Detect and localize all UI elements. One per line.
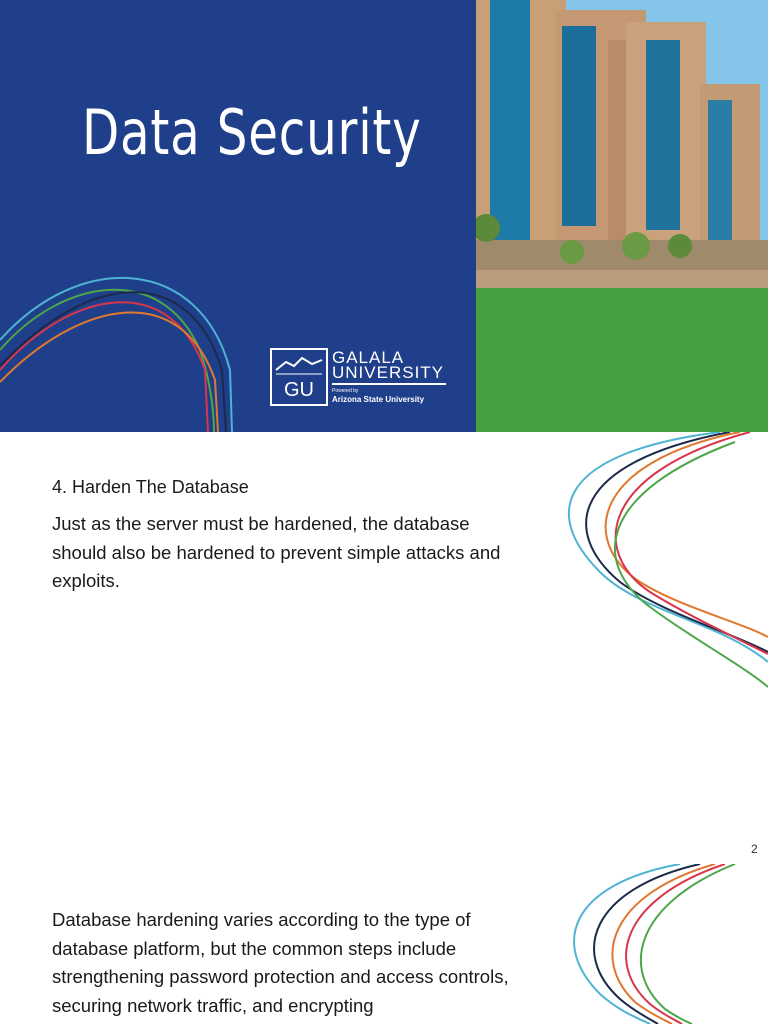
logo-rule (332, 383, 446, 385)
decorative-swoosh (540, 432, 768, 702)
section-heading: 4. Harden The Database (52, 477, 249, 497)
content-slide (0, 864, 768, 1024)
body-paragraph: Database hardening varies according to the type of database platform, but the common steps include strengthening password protection and access controls, securing network traffic, and encrypting (52, 909, 509, 1016)
logo-partner: Arizona State University (332, 395, 425, 404)
logo-powered-by: Powered by (332, 388, 359, 394)
title-slide (0, 0, 768, 432)
body-paragraph: Just as the server must be hardened, the database should also be hardened to prevent simple attacks and exploits. (52, 513, 501, 591)
decorative-swoosh (0, 270, 240, 432)
slide-title: Data Security (82, 96, 422, 169)
logo-name-line1: GALALA (332, 348, 405, 367)
svg-text:GU: GU (284, 379, 314, 401)
page-number: 2 (751, 842, 758, 856)
logo-name-line2: UNIVERSITY (332, 363, 445, 382)
campus-photo (476, 0, 768, 288)
logo-mark (270, 348, 328, 406)
content-slide (0, 432, 768, 864)
mountain-icon (272, 350, 326, 404)
green-accent-block (476, 288, 768, 432)
decorative-swoosh (540, 864, 768, 1024)
university-logo (270, 348, 470, 408)
